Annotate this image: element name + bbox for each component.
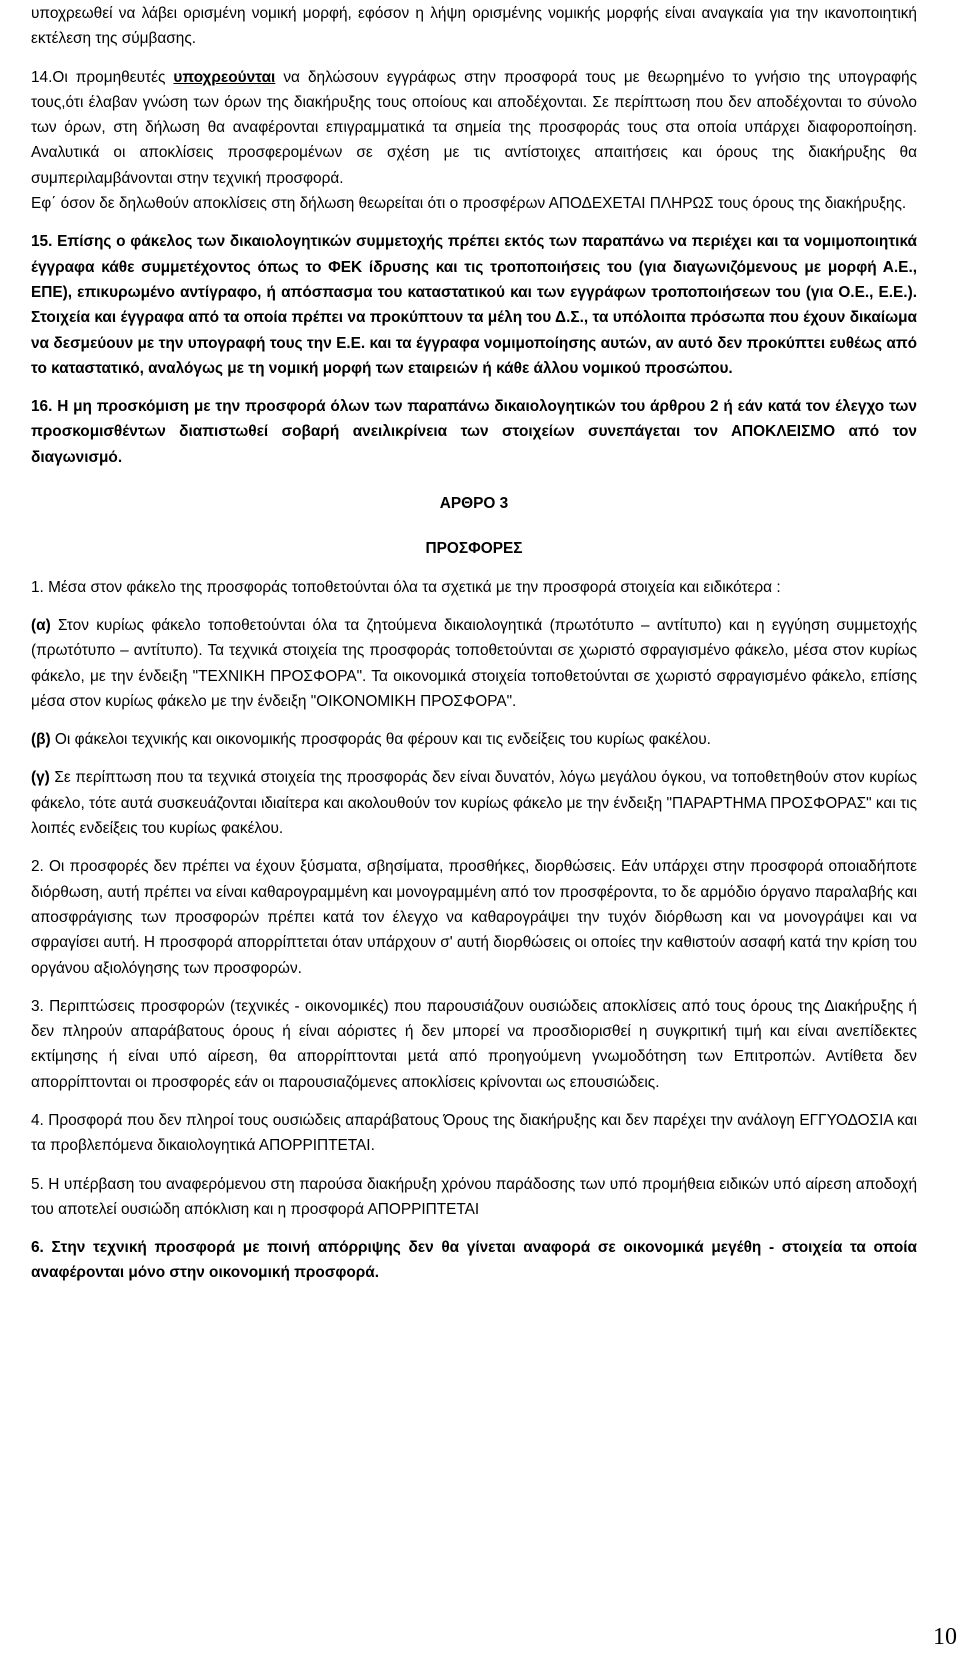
clause-14-note: Εφ΄ όσον δε δηλωθούν αποκλίσεις στη δήλωση θεωρείται ότι ο προσφέρων ΑΠΟΔΕΧΕΤΑΙ ΠΛΗΡΩΣ τους όρους της διακήρυξης. [31, 195, 907, 213]
offers-item-3: 3. Περιπτώσεις προσφορών (τεχνικές - οικονομικές) που παρουσιάζουν ουσιώδεις αποκλίσεις από τους όρους της Διακήρυξης ή δεν πληρούν απαράβατους όρους ή είναι αόριστες ή δεν μπορεί να προσδιορισθεί η συγκριτική τιμή και είναι ανεπίδεκτες εκτίμησης ή είναι υπό αίρεση, θα απορρίπτονται μετά από προηγούμενη γνωμοδότηση των Επιτροπών. Αντίθετα δεν απορρίπτονται οι προσφορές εάν οι παρουσιαζόμενες αποκλίσεις κρίνονται ως επουσιώδεις. [31, 997, 917, 1091]
item-gamma-label: (γ) [31, 769, 50, 787]
article-title: ΑΡΘΡΟ 3 [439, 495, 509, 513]
clause-14-lead: 14.Οι προμηθευτές [31, 68, 174, 86]
offers-item-6: 6. Στην τεχνική προσφορά με ποινή απόρριψης δεν θα γίνεται αναφορά σε οικονομικά μεγέθη - στοιχεία τα οποία αναφέρονται μόνο στην οικονομική προσφορά. [31, 1239, 917, 1282]
offers-item-5: 5. Η υπέρβαση του αναφερόμενου στη παρούσα διακήρυξη χρόνου παράδοσης των υπό προμήθεια ειδικών υπό αίρεση αποδοχή του αποτελεί ουσιώδη απόκλιση και η προσφορά ΑΠΟΡΡΙΠΤΕΤΑΙ [31, 1175, 917, 1218]
item-beta-text: Οι φάκελοι τεχνικής και οικονομικής προσφοράς θα φέρουν και τις ενδείξεις του κυρίως φακέλου. [50, 731, 711, 749]
item-gamma-text: Σε περίπτωση που τα τεχνικά στοιχεία της προσφοράς δεν είναι δυνατόν, λόγω μεγάλου όγκου, να τοποθετηθούν στον κυρίως φάκελο, τότε αυτά συσκευάζονται ιδιαίτερα και ακολουθούν τον κυρίως φάκελο με την ένδειξη "ΠΑΡΑΡΤΗΜΑ ΠΡΟΣΦΟΡΑΣ" και τις λοιπές ενδείξεις του κυρίως φακέλου. [31, 769, 917, 838]
clause-15: 15. Επίσης ο φάκελος των δικαιολογητικών συμμετοχής πρέπει εκτός των παραπάνω να περιέχει και τα νομιμοποιητικά έγγραφα κάθε συμμετέχοντος όπως το ΦΕΚ ίδρυσης και τις τροποποιήσεις του (για διαγωνιζόμενους με μορφή Α.Ε., ΕΠΕ), επικυρωμένο αντίγραφο, ή απόσπασμα του καταστατικού και των εγγράφων τροποποιήσεων του (για Ο.Ε., Ε.Ε.). Στοιχεία και έγγραφα από τα οποία πρέπει να προκύπτουν τα μέλη του Δ.Σ., τα υπόλοιπα πρόσωπα που έχουν δικαίωμα να δεσμεύουν με την υπογραφή τους την Ε.Ε. και τα έγγραφα νομιμοποίησης αυτών, αν αυτό δεν προκύπτει ευθέως από το καταστατικό, αναλόγως με τη νομική μορφή των εταιρειών ή κάθε άλλου νομικού προσώπου. [31, 233, 917, 377]
offers-item-beta [31, 727, 917, 752]
offers-item-alpha [31, 613, 917, 714]
item-beta-label: (β) [31, 731, 51, 749]
clause-14-underlined: υποχρεούνται [173, 68, 276, 86]
clause-14-text: να δηλώσουν εγγράφως στην προσφορά τους με θεωρημένο το γνήσιο της υπογραφής τους,ότι έλαβαν γνώση των όρων της διακήρυξης τους οποίους και αποδέχονται. Σε περίπτωση που δεν αποδέχονται το σύνολο των όρων, στη δήλωση θα αναφέρονται επιγραμματικά τα σημεία της προσφοράς τους στα οποία υπάρχει διαφοροποίηση. Αναλυτικά οι αποκλίσεις προσφερομένων σε σχέση με τις αντίστοιχες απαιτήσεις και όρους της διακήρυξης θα συμπεριλαμβάνονται στην τεχνική προσφορά. [31, 68, 917, 187]
offers-item-1: 1. Μέσα στον φάκελο της προσφοράς τοποθετούνται όλα τα σχετικά με την προσφορά στοιχεία και ειδικότερα : [31, 578, 781, 596]
item-alpha-label: (α) [31, 616, 51, 634]
item-alpha-text: Στον κυρίως φάκελο τοποθετούνται όλα τα ζητούμενα δικαιολογητικά (πρωτότυπο – αντίτυπο) και η εγγύηση συμμετοχής (πρωτότυπο – αντίτυπο). Τα τεχνικά στοιχεία της προσφοράς τοποθετούνται σε χωριστό σφραγισμένο φάκελο, μέσα στον κυρίως φάκελο, με την ένδειξη "ΤΕΧΝΙΚΗ ΠΡΟΣΦΟΡΑ". Τα οικονομικά στοιχεία τοποθετούνται σε χωριστό σφραγισμένο φάκελο, επίσης μέσα στον κυρίως φάκελο με την ένδειξη "ΟΙΚΟΝΟΜΙΚΗ ΠΡΟΣΦΟΡΑ". [31, 616, 917, 710]
offers-item-gamma [31, 765, 917, 841]
offers-item-4: 4. Προσφορά που δεν πληροί τους ουσιώδεις απαράβατους Όρους της διακήρυξης και δεν παρέχει την ανάλογη ΕΓΓΥΟΔΟΣΙΑ και τα προβλεπόμενα δικαιολογητικά ΑΠΟΡΡΙΠΤΕΤΑΙ. [31, 1111, 917, 1155]
continuation-paragraph: υποχρεωθεί να λάβει ορισμένη νομική μορφή, εφόσον η λήψη ορισμένης νομικής μορφής είναι αναγκαία για την ικανοποιητική εκτέλεση της σύμβασης. [31, 5, 917, 48]
offers-item-2: 2. Οι προσφορές δεν πρέπει να έχουν ξύσματα, σβησίματα, προσθήκες, διορθώσεις. Εάν υπάρχει στην προσφορά οποιαδήποτε διόρθωση, αυτή πρέπει να είναι καθαρογραμμένη και μονογραμμένη από τον προσφέροντα, το δε αρμόδιο όργανο παραλαβής και αποσφράγισης των προσφορών πρέπει κατά τον έλεγχο να καθαρογράψει την τυχόν διόρθωση και να μονογράψει και να σφραγίσει αυτή. Η προσφορά απορρίπτεται όταν υπάρχουν σ' αυτή διορθώσεις οι οποίες την καθιστούν ασαφή κατά την κρίση του οργάνου αξιολόγησης των προσφορών. [31, 858, 917, 977]
article-subtitle: ΠΡΟΣΦΟΡΕΣ [425, 540, 523, 558]
page-number: 10 [933, 1624, 957, 1650]
clause-14-body [31, 65, 917, 191]
clause-14 [31, 65, 917, 217]
clause-16: 16. Η μη προσκόμιση με την προσφορά όλων των παραπάνω δικαιολογητικών του άρθρου 2 ή εάν κατά τον έλεγχο των προσκομισθέντων διαπιστωθεί σοβαρή ανειλικρίνεια των στοιχείων συνεπάγεται τον ΑΠΟΚΛΕΙΣΜΟ από τον διαγωνισμό. [31, 398, 917, 466]
